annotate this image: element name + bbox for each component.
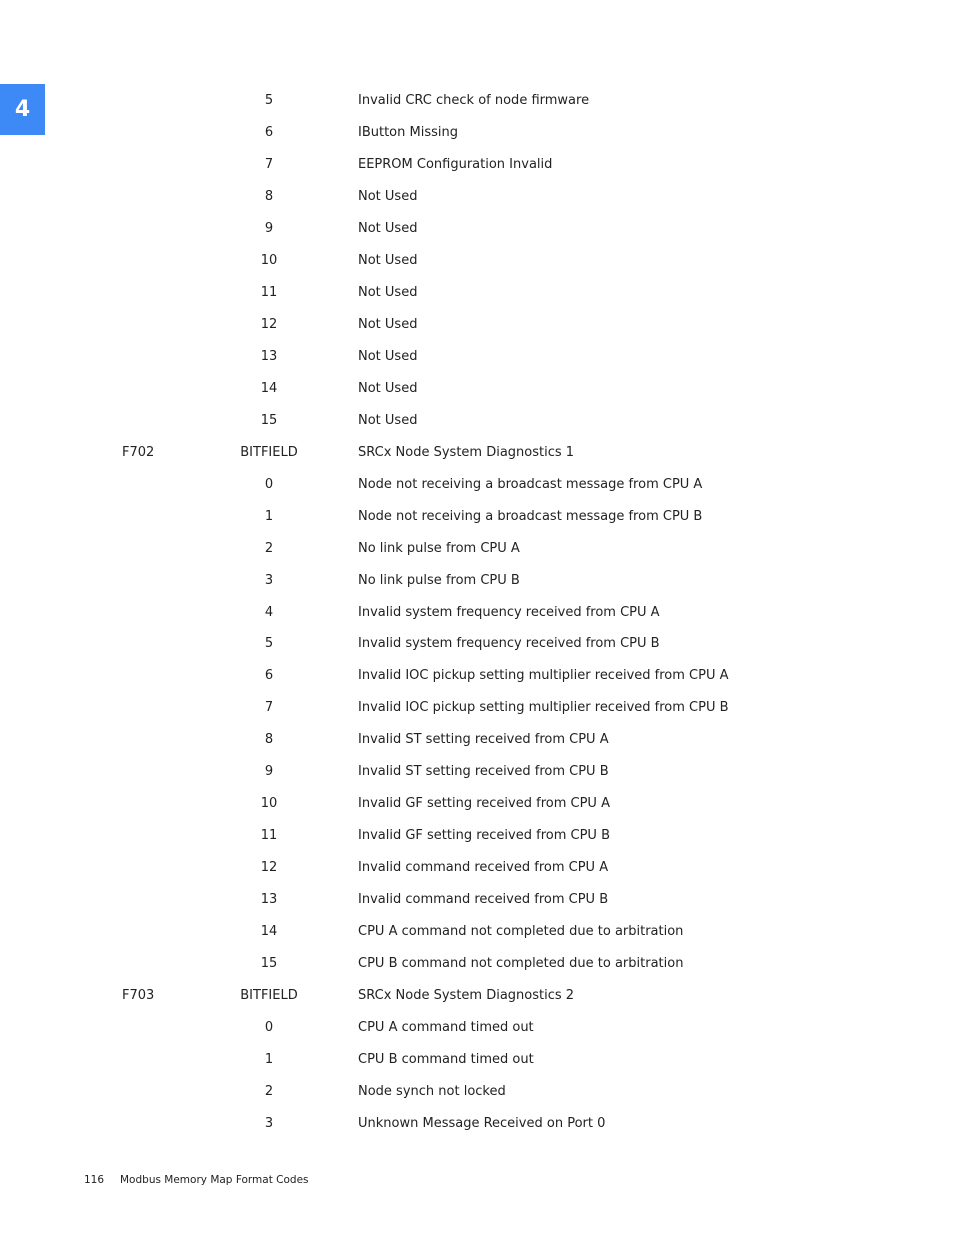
table-row: [0, 117, 954, 149]
bit-cell: 5: [264, 636, 274, 652]
description-cell: Invalid command received from CPU B: [358, 892, 609, 908]
chapter-tab: 4: [0, 84, 45, 135]
table-row: [0, 437, 954, 469]
table-row: [0, 628, 954, 660]
format-code-cell: F702: [122, 444, 155, 460]
format-code-cell: F703: [122, 988, 155, 1004]
table-row: [0, 245, 954, 277]
table-row: [0, 373, 954, 405]
bit-cell: 3: [264, 1116, 274, 1131]
bit-cell: BITFIELD: [240, 988, 298, 1004]
description-cell: SRCx Node System Diagnostics 1: [358, 444, 575, 460]
description-cell: Not Used: [358, 188, 418, 204]
table-row: [0, 980, 954, 1012]
bit-cell: 14: [260, 924, 278, 940]
table-row: [0, 660, 954, 692]
description-cell: CPU A command timed out: [358, 1020, 534, 1036]
bit-cell: 1: [264, 1052, 274, 1068]
description-cell: EEPROM Configuration Invalid: [358, 156, 553, 172]
bit-cell: 12: [260, 860, 278, 876]
table-row: [0, 149, 954, 181]
description-cell: Invalid system frequency received from CPU B: [358, 636, 660, 652]
bit-cell: 9: [264, 220, 274, 236]
table-row: [0, 820, 954, 852]
description-cell: Node synch not locked: [358, 1084, 506, 1100]
table-row: [0, 884, 954, 916]
bit-cell: 6: [264, 124, 274, 140]
table-row: [0, 501, 954, 533]
bit-cell: BITFIELD: [240, 444, 298, 460]
table-row: [0, 1076, 954, 1108]
table-row: [0, 852, 954, 884]
bit-cell: 15: [260, 412, 278, 428]
page-footer: [84, 1174, 309, 1186]
description-cell: Invalid ST setting received from CPU B: [358, 764, 609, 780]
description-cell: Invalid ST setting received from CPU A: [358, 732, 609, 748]
description-cell: Not Used: [358, 252, 418, 268]
table-row: [0, 341, 954, 373]
description-cell: Invalid IOC pickup setting multiplier received from CPU A: [358, 668, 729, 684]
bit-cell: 7: [264, 700, 274, 716]
description-cell: Invalid GF setting received from CPU B: [358, 828, 610, 844]
bit-cell: 4: [264, 604, 274, 620]
bit-cell: 14: [260, 380, 278, 396]
page-number: 116: [84, 1174, 105, 1186]
bit-cell: 10: [260, 796, 278, 812]
table-row: [0, 405, 954, 437]
format-code-table: [0, 85, 954, 1140]
description-cell: Not Used: [358, 380, 418, 396]
table-row: [0, 756, 954, 788]
description-cell: Not Used: [358, 348, 418, 364]
description-cell: Node not receiving a broadcast message from CPU B: [358, 508, 703, 524]
table-row: [0, 948, 954, 980]
description-cell: Node not receiving a broadcast message from CPU A: [358, 476, 703, 492]
description-cell: CPU A command not completed due to arbitration: [358, 924, 684, 940]
bit-cell: 5: [264, 93, 274, 108]
table-row: [0, 565, 954, 597]
bit-cell: 0: [264, 476, 274, 492]
bit-cell: 13: [260, 348, 278, 364]
table-row: [0, 213, 954, 245]
table-row: [0, 692, 954, 724]
description-cell: CPU B command not completed due to arbitration: [358, 956, 684, 972]
description-cell: Not Used: [358, 284, 418, 300]
bit-cell: 11: [260, 828, 278, 844]
description-cell: Invalid GF setting received from CPU A: [358, 796, 610, 812]
table-row: [0, 1044, 954, 1076]
table-row: [0, 309, 954, 341]
table-row: [0, 469, 954, 501]
bit-cell: 9: [264, 764, 274, 780]
description-cell: Invalid system frequency received from CPU A: [358, 604, 660, 620]
table-row: [0, 1108, 954, 1140]
description-cell: Invalid command received from CPU A: [358, 860, 609, 876]
bit-cell: 7: [264, 156, 274, 172]
table-row: [0, 788, 954, 820]
table-row: [0, 597, 954, 629]
bit-cell: 8: [264, 732, 274, 748]
table-row: [0, 181, 954, 213]
bit-cell: 15: [260, 956, 278, 972]
table-row: [0, 724, 954, 756]
description-cell: CPU B command timed out: [358, 1052, 534, 1068]
description-cell: SRCx Node System Diagnostics 2: [358, 988, 575, 1004]
table-row: [0, 916, 954, 948]
bit-cell: 2: [264, 540, 274, 556]
table-row: [0, 1012, 954, 1044]
bit-cell: 12: [260, 316, 278, 332]
description-cell: No link pulse from CPU A: [358, 540, 520, 556]
bit-cell: 1: [264, 508, 274, 524]
description-cell: Not Used: [358, 412, 418, 428]
description-cell: Invalid IOC pickup setting multiplier received from CPU B: [358, 700, 729, 716]
description-cell: No link pulse from CPU B: [358, 572, 520, 588]
table-row: [0, 277, 954, 309]
description-cell: Not Used: [358, 220, 418, 236]
section-title: Modbus Memory Map Format Codes: [120, 1174, 309, 1186]
table-row: [0, 533, 954, 565]
bit-cell: 11: [260, 284, 278, 300]
bit-cell: 13: [260, 892, 278, 908]
description-cell: Unknown Message Received on Port 0: [358, 1116, 606, 1131]
bit-cell: 3: [264, 572, 274, 588]
bit-cell: 6: [264, 668, 274, 684]
description-cell: IButton Missing: [358, 124, 458, 140]
description-cell: Not Used: [358, 316, 418, 332]
bit-cell: 10: [260, 252, 278, 268]
bit-cell: 0: [264, 1020, 274, 1036]
bit-cell: 8: [264, 188, 274, 204]
bit-cell: 2: [264, 1084, 274, 1100]
table-row: [0, 85, 954, 117]
description-cell: Invalid CRC check of node firmware: [358, 93, 590, 108]
